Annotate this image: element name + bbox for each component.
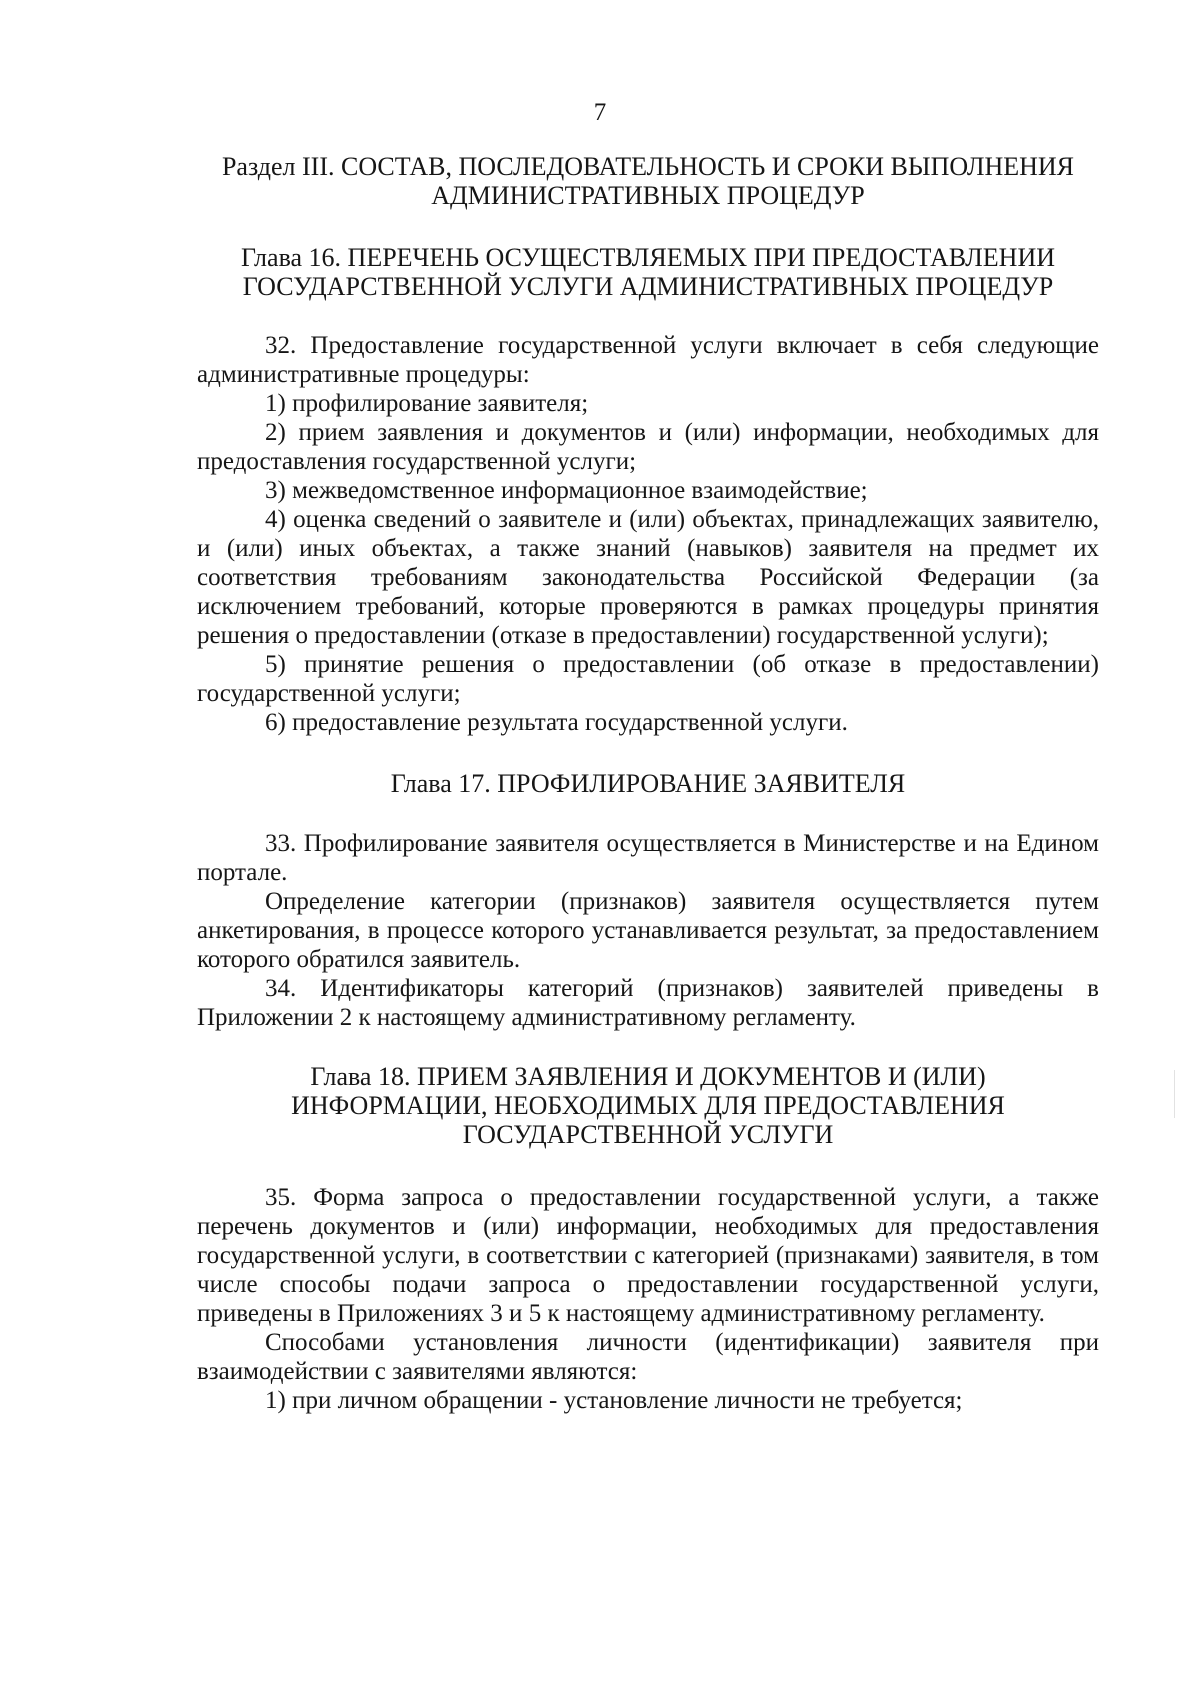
- section-heading: [197, 152, 1099, 210]
- chapter-heading-line: Глава 17. ПРОФИЛИРОВАНИЕ ЗАЯВИТЕЛЯ: [390, 769, 906, 798]
- chapter-heading-line: ГОСУДАРСТВЕННОЙ УСЛУГИ АДМИНИСТРАТИВНЫХ ПРОЦЕДУР: [242, 272, 1054, 301]
- list-item: 2) прием заявления и документов и (или) информации, необходимых для предоставления государственной услуги;: [197, 419, 1099, 475]
- paragraph: Способами установления личности (идентификации) заявителя при взаимодействии с заявителями являются:: [197, 1329, 1099, 1385]
- chapter-17-heading: [197, 769, 1099, 798]
- chapter-16-body: [197, 331, 1099, 737]
- document-body: [197, 152, 1099, 1415]
- paragraph-34: 34. Идентификаторы категорий (признаков) заявителей приведены в Приложении 2 к настоящему административному регламенту.: [197, 975, 1099, 1031]
- list-item: 3) межведомственное информационное взаимодействие;: [265, 477, 868, 504]
- paragraph: Определение категории (признаков) заявителя осуществляется путем анкетирования, в процессе которого устанавливается результат, за предоставлением которого обратился заявитель.: [197, 888, 1099, 973]
- chapter-heading-line: ГОСУДАРСТВЕННОЙ УСЛУГИ: [462, 1120, 834, 1149]
- chapter-18-heading: [197, 1062, 1099, 1149]
- list-item: 4) оценка сведений о заявителе и (или) объектах, принадлежащих заявителю, и (или) иных объектах, а также знаний (навыков) заявителя на предмет их соответствия требованиям законодательства Российской Федерации (за исключением требований, которые проверяются в рамках процедуры принятия решения о предоставлении (отказе в предоставлении) государственной услуги);: [197, 506, 1099, 649]
- chapter-heading-line: Глава 18. ПРИЕМ ЗАЯВЛЕНИЯ И ДОКУМЕНТОВ И (ИЛИ): [310, 1062, 986, 1091]
- paragraph-32: 32. Предоставление государственной услуги включает в себя следующие административные процедуры:: [197, 332, 1099, 388]
- section-heading-line: Раздел III. СОСТАВ, ПОСЛЕДОВАТЕЛЬНОСТЬ И СРОКИ ВЫПОЛНЕНИЯ: [221, 152, 1075, 181]
- list-item: 1) профилирование заявителя;: [265, 390, 589, 417]
- page-number: 7: [593, 99, 607, 126]
- list-item: 5) принятие решения о предоставлении (об отказе в предоставлении) государственной услуги;: [197, 651, 1099, 707]
- chapter-heading-line: Глава 16. ПЕРЕЧЕНЬ ОСУЩЕСТВЛЯЕМЫХ ПРИ ПРЕДОСТАВЛЕНИИ: [240, 243, 1056, 272]
- list-item: 6) предоставление результата государственной услуги.: [265, 709, 848, 736]
- section-heading-line: АДМИНИСТРАТИВНЫХ ПРОЦЕДУР: [431, 181, 865, 210]
- chapter-18-body: [197, 1183, 1099, 1415]
- paragraph-33: 33. Профилирование заявителя осуществляется в Министерстве и на Едином портале.: [197, 830, 1099, 886]
- chapter-16-heading: [197, 243, 1099, 301]
- scan-artifact-line: [1174, 1070, 1175, 1118]
- paragraph-35: 35. Форма запроса о предоставлении государственной услуги, а также перечень документов и (или) информации, необходимых для предоставления государственной услуги, в соответствии с категорией (признаками) заявителя, в том числе способы подачи запроса о предоставлении государственной услуги, приведены в Приложениях 3 и 5 к настоящему административному регламенту.: [197, 1184, 1099, 1327]
- chapter-17-body: [197, 829, 1099, 1032]
- chapter-heading-line: ИНФОРМАЦИИ, НЕОБХОДИМЫХ ДЛЯ ПРЕДОСТАВЛЕНИЯ: [291, 1091, 1005, 1120]
- list-item: 1) при личном обращении - установление личности не требуется;: [265, 1387, 963, 1414]
